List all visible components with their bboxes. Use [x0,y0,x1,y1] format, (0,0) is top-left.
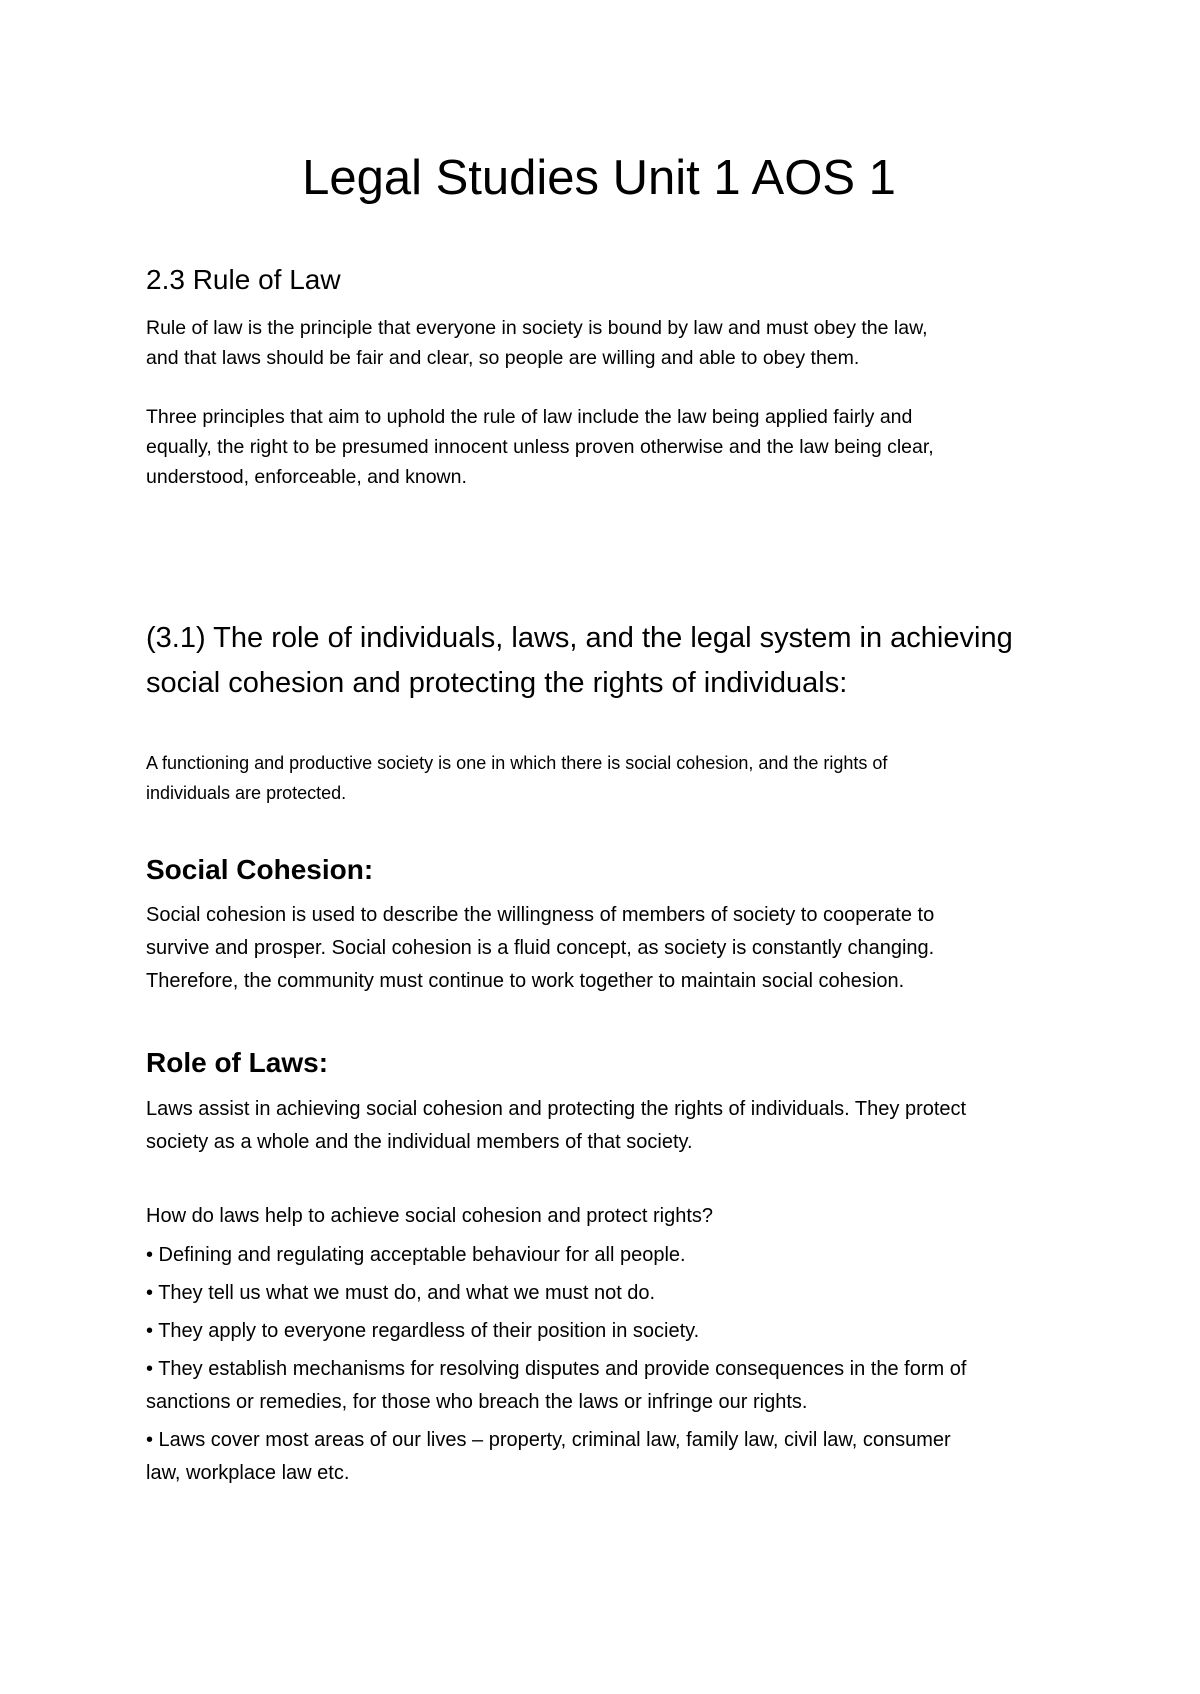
rule-of-law-heading: 2.3 Rule of Law [146,264,341,295]
role-of-laws-bullets [146,1239,1076,1495]
text-line: Social cohesion is used to describe the willingness of members of society to cooperate to [146,904,935,926]
bullet-text: • They establish mechanisms for resolving disputes and provide consequences in the form of [146,1358,967,1380]
list-item [146,1424,1076,1490]
list-item [146,1353,1076,1419]
bullet-text: • They tell us what we must do, and what we must not do. [146,1282,656,1304]
rule-of-law-paragraph-1 [146,313,1076,373]
social-cohesion-paragraph [146,899,1076,998]
social-cohesion-heading: Social Cohesion: [146,854,374,885]
heading-line: (3.1) The role of individuals, laws, and the legal system in achieving [146,622,1013,654]
section-3-1-intro [146,748,1076,808]
text-line: Therefore, the community must continue to work together to maintain social cohesion. [146,970,905,992]
text-line: Three principles that aim to uphold the rule of law include the law being applied fairly and [146,406,913,428]
role-of-laws-heading: Role of Laws: [146,1047,329,1078]
bullet-text: • Laws cover most areas of our lives – property, criminal law, family law, civil law, consumer [146,1429,951,1451]
text-line: and that laws should be fair and clear, so people are willing and able to obey them. [146,347,860,369]
list-item [146,1315,1076,1348]
bullet-text: • Defining and regulating acceptable behaviour for all people. [146,1244,686,1266]
bullet-text: • They apply to everyone regardless of their position in society. [146,1320,700,1342]
bullet-text-continued: law, workplace law etc. [146,1462,350,1484]
heading-line: social cohesion and protecting the rights of individuals: [146,667,848,699]
rule-of-law-paragraph-2 [146,402,1076,492]
text-line: Laws assist in achieving social cohesion and protecting the rights of individuals. They protect [146,1098,967,1120]
role-of-laws-question: How do laws help to achieve social cohesion and protect rights? [146,1205,713,1227]
text-line: society as a whole and the individual members of that society. [146,1131,693,1153]
section-3-1-heading [146,616,1076,706]
list-item [146,1239,1076,1272]
role-of-laws-paragraph [146,1093,1076,1159]
text-line: equally, the right to be presumed innocent unless proven otherwise and the law being clear, [146,436,934,458]
text-line: individuals are protected. [146,783,347,803]
list-item [146,1277,1076,1310]
text-line: understood, enforceable, and known. [146,466,467,488]
bullet-text-continued: sanctions or remedies, for those who breach the laws or infringe our rights. [146,1391,808,1413]
text-line: Rule of law is the principle that everyone in society is bound by law and must obey the law, [146,317,928,339]
text-line: A functioning and productive society is one in which there is social cohesion, and the rights of [146,753,888,773]
document-title: Legal Studies Unit 1 AOS 1 [302,151,896,205]
text-line: survive and prosper. Social cohesion is a fluid concept, as society is constantly changing. [146,937,935,959]
